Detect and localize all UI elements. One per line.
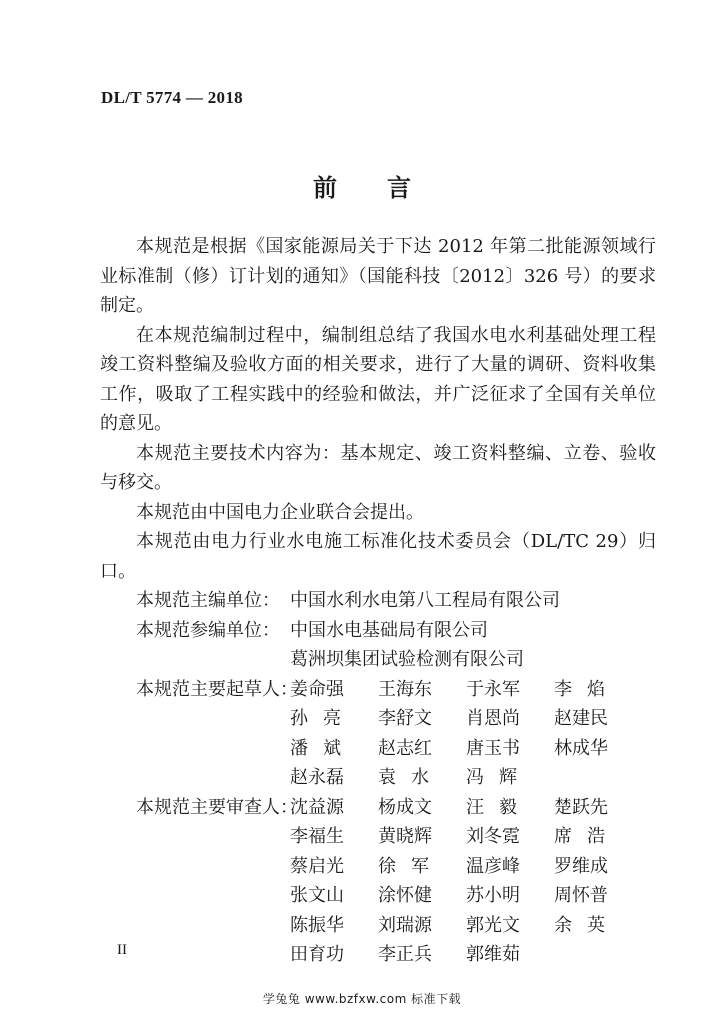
person-name: 蔡启光 <box>290 855 344 877</box>
person-name: 罗维成 <box>554 855 608 877</box>
person-name: 沈益源 <box>290 796 344 818</box>
paragraph: 本规范由中国电力企业联合会提出。 <box>136 501 424 523</box>
paragraph: 本规范是根据《国家能源局关于下达 2012 年第二批能源领域行业标准制（修）订计划的通知》（国能科技〔2012〕326 号）的要求制定。 <box>100 236 656 316</box>
drafters-row <box>100 704 656 734</box>
person-name: 姜命强 <box>290 678 344 700</box>
reviewers-row <box>100 881 656 911</box>
person-name: 赵永磊 <box>290 767 344 788</box>
person-name: 李福生 <box>290 826 344 847</box>
page-number: II <box>117 942 127 958</box>
person-name: 李舒文 <box>378 708 432 729</box>
reviewers-row <box>100 940 656 970</box>
drafters-row <box>100 763 656 793</box>
footer-watermark: 学兔兔 www.bzfxw.com 标准下载 <box>262 992 462 1006</box>
reviewers-row <box>100 911 656 941</box>
reviewers-row <box>100 852 656 882</box>
participating-unit-value: 中国水电基础局有限公司 <box>290 619 488 641</box>
drafters-label: 本规范主要起草人： <box>136 678 298 700</box>
reviewers-row <box>100 793 656 823</box>
person-name: 王海东 <box>378 678 432 700</box>
person-name: 刘冬霓 <box>466 826 520 847</box>
person-name: 于永军 <box>466 678 520 700</box>
person-name: 涂怀健 <box>378 885 432 906</box>
drafters-row <box>100 734 656 764</box>
person-name: 席浩 <box>554 826 620 847</box>
person-name: 余英 <box>554 914 620 936</box>
person-name: 黄晓辉 <box>378 826 432 847</box>
person-name: 肖恩尚 <box>466 708 520 729</box>
participating-unit-row <box>100 616 656 646</box>
person-name: 冯辉 <box>466 767 532 788</box>
participating-unit-value: 葛洲坝集团试验检测有限公司 <box>290 649 524 670</box>
person-name: 徐军 <box>378 855 444 877</box>
person-name: 张文山 <box>290 885 344 906</box>
preface-body <box>100 232 656 970</box>
chief-unit-label: 本规范主编单位： <box>136 590 280 611</box>
person-name: 孙亮 <box>290 708 356 729</box>
person-name: 赵建民 <box>554 708 608 729</box>
drafters-list <box>100 675 656 793</box>
person-name: 郭光文 <box>466 914 520 936</box>
person-name: 郭维茹 <box>466 944 520 965</box>
person-name: 唐玉书 <box>466 737 520 759</box>
participating-unit-label: 本规范参编单位： <box>136 619 280 641</box>
person-name: 李焰 <box>554 678 620 700</box>
chief-unit-row <box>100 586 656 616</box>
person-name: 汪毅 <box>466 796 532 818</box>
person-name: 周怀普 <box>554 885 608 906</box>
paragraph: 本规范主要技术内容为：基本规定、竣工资料整编、立卷、验收与移交。 <box>100 442 656 493</box>
title-char: 前 <box>313 174 337 202</box>
person-name: 杨成文 <box>378 796 432 818</box>
person-name: 赵志红 <box>378 737 432 759</box>
person-name: 刘瑞源 <box>378 914 432 936</box>
person-name: 楚跃先 <box>554 796 608 818</box>
paragraph: 本规范由电力行业水电施工标准化技术委员会（DL/TC 29）归口。 <box>100 531 656 582</box>
reviewers-list <box>100 793 656 970</box>
person-name: 温彦峰 <box>466 855 520 877</box>
person-name: 林成华 <box>554 737 608 759</box>
person-name: 陈振华 <box>290 914 344 936</box>
person-name: 苏小明 <box>466 885 520 906</box>
reviewers-label: 本规范主要审查人： <box>136 796 298 818</box>
person-name: 李正兵 <box>378 944 432 965</box>
chief-unit-value: 中国水利水电第八工程局有限公司 <box>290 590 560 611</box>
person-name: 袁水 <box>378 767 444 788</box>
paragraph: 在本规范编制过程中，编制组总结了我国水电水利基础处理工程竣工资料整编及验收方面的相关要求，进行了大量的调研、资料收集工作，吸取了工程实践中的经验和做法，并广泛征求了全国有关单位的意见。 <box>100 324 656 434</box>
person-name: 田育功 <box>290 944 344 965</box>
reviewers-row <box>100 822 656 852</box>
person-name: 潘斌 <box>290 737 356 759</box>
drafters-row <box>100 675 656 705</box>
page-title <box>0 168 724 203</box>
title-char: 言 <box>387 174 411 202</box>
participating-unit-row <box>100 645 656 675</box>
standard-code: DL/T 5774 — 2018 <box>101 88 243 107</box>
